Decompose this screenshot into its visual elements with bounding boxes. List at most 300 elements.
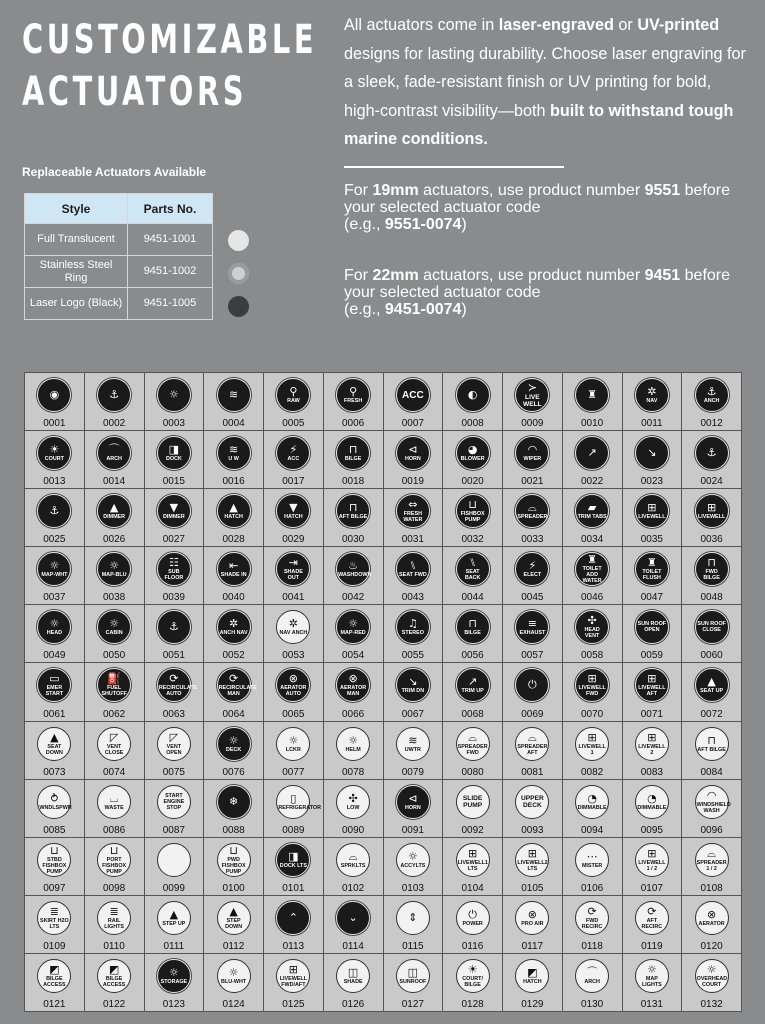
actuator-cell-0001 — [25, 373, 85, 431]
actuator-button — [97, 727, 131, 761]
actuator-label: LIVEWELL 2 — [638, 743, 666, 756]
actuator-button — [276, 668, 310, 702]
actuator-code: 0038 — [103, 592, 126, 604]
actuator-code: 0057 — [521, 650, 544, 662]
actuator-code: 0007 — [401, 418, 424, 430]
actuator-cell-0050 — [85, 605, 145, 663]
actuator-code: 0082 — [581, 766, 604, 778]
recirculate-icon: ⟳ — [587, 904, 597, 918]
actuator-label: ACC — [402, 389, 424, 401]
actuator-cell-0077 — [264, 722, 324, 780]
actuator-code: 0034 — [581, 534, 604, 546]
actuator-label: HATCH — [284, 514, 303, 521]
actuator-button — [515, 610, 549, 644]
actuator-cell-0040 — [204, 547, 264, 605]
actuator-button — [396, 959, 430, 993]
actuator-cell-0132 — [682, 954, 742, 1012]
actuator-button — [97, 901, 131, 935]
actuator-button — [456, 494, 490, 528]
actuator-cell-0026 — [85, 489, 145, 547]
actuator-button — [336, 727, 370, 761]
actuator-code: 0112 — [222, 940, 245, 952]
actuator-label: REFRIGERATOR — [278, 804, 322, 811]
actuator-button — [396, 494, 430, 528]
table-row — [25, 224, 213, 256]
actuator-label: SLIDE PUMP — [462, 794, 483, 809]
actuator-button — [157, 727, 191, 761]
actuator-label: FRESH — [343, 398, 363, 404]
actuator-button — [635, 552, 669, 586]
row-part: 9451-1005 — [128, 288, 213, 320]
title-line-2: ACTUATORS — [22, 69, 248, 115]
actuator-button — [515, 494, 549, 528]
windlass-icon: ⥁ — [50, 791, 59, 805]
actuator-cell-0129 — [503, 954, 563, 1012]
actuator-code: 0105 — [521, 882, 544, 894]
actuator-button — [635, 668, 669, 702]
actuator-code: 0099 — [162, 882, 185, 894]
actuator-button — [515, 668, 549, 702]
trim-down-icon: ↘ — [408, 675, 418, 689]
actuator-label: FISHBOX PUMP — [460, 511, 485, 524]
actuator-cell-0036 — [682, 489, 742, 547]
chevron-up-down-icon: ⇕ — [408, 910, 418, 924]
actuator-button — [97, 610, 131, 644]
actuator-cell-0003 — [145, 373, 205, 431]
actuator-code: 0040 — [222, 592, 245, 604]
swatch-stainless-ring — [228, 263, 249, 284]
actuator-cell-0020 — [443, 431, 503, 489]
actuator-cell-0108 — [682, 838, 742, 896]
actuator-button — [37, 552, 71, 586]
actuator-code: 0085 — [43, 824, 66, 836]
actuator-code: 0044 — [461, 592, 484, 604]
faucet-icon: ⚲ — [349, 385, 358, 398]
seat-icon: ⑊ — [409, 559, 417, 573]
actuator-cell-0044 — [443, 547, 503, 605]
actuator-code: 0047 — [640, 592, 663, 604]
actuator-cell-0096 — [682, 780, 742, 838]
actuator-code: 0091 — [401, 824, 424, 836]
actuator-code: 0028 — [222, 534, 245, 546]
actuator-code: 0072 — [700, 708, 723, 720]
actuator-label: EXHAUST — [519, 630, 546, 637]
actuator-grid — [24, 372, 742, 1012]
actuator-button — [336, 959, 370, 993]
actuator-button — [456, 901, 490, 935]
note-19mm: For 19mm actuators, use product number 9551 before your selected actuator code (e.g., 9551-0074) — [344, 182, 731, 233]
wiper-icon: ◠ — [527, 443, 538, 457]
ceiling-light-icon: ☼ — [168, 388, 179, 401]
actuator-label: ARCH — [106, 456, 122, 463]
actuator-cell-0104 — [443, 838, 503, 896]
actuator-button — [695, 668, 729, 702]
actuator-label: DOCK — [165, 456, 182, 463]
actuator-code: 0030 — [342, 534, 365, 546]
actuator-cell-0063 — [145, 663, 205, 721]
actuator-label: VENT CLOSE — [104, 743, 124, 756]
actuator-cell-0124 — [204, 954, 264, 1012]
actuator-cell-0111 — [145, 896, 205, 954]
actuator-code: 0084 — [700, 766, 723, 778]
actuator-code: 0103 — [401, 882, 424, 894]
actuator-cell-0022 — [563, 431, 623, 489]
header-style: Style — [25, 194, 128, 224]
actuator-code: 0049 — [43, 650, 66, 662]
table-header-row — [25, 194, 213, 224]
skirt-light-icon: ≣ — [49, 904, 59, 918]
actuator-cell-0072 — [682, 663, 742, 721]
actuator-code: 0074 — [103, 766, 126, 778]
refrigerator-icon: ▯ — [290, 791, 297, 805]
actuator-button — [396, 901, 430, 935]
actuator-label: WASTE — [104, 804, 124, 811]
actuator-code: 0048 — [700, 592, 723, 604]
actuator-button — [515, 785, 549, 819]
actuator-cell-0075 — [145, 722, 205, 780]
hatch-icon: ◩ — [49, 962, 60, 976]
actuator-button — [695, 610, 729, 644]
actuator-code: 0014 — [103, 476, 126, 488]
faucet-icon: ⚲ — [289, 385, 298, 398]
note-22mm: For 22mm actuators, use product number 9451 before your selected actuator code (e.g., 9451-0074) — [344, 267, 731, 318]
actuator-code: 0013 — [43, 476, 66, 488]
actuator-button — [97, 436, 131, 470]
aerator-icon: ⊗ — [348, 672, 358, 686]
actuator-button — [456, 552, 490, 586]
actuator-cell-0033 — [503, 489, 563, 547]
actuator-cell-0099 — [145, 838, 205, 896]
actuator-button — [97, 552, 131, 586]
actuator-code: 0023 — [640, 476, 663, 488]
actuator-code: 0094 — [581, 824, 604, 836]
actuator-code: 0036 — [700, 534, 723, 546]
actuator-code: 0008 — [461, 418, 484, 430]
actuator-label: HORN — [404, 804, 421, 811]
actuator-cell-0092 — [443, 780, 503, 838]
actuator-button — [157, 959, 191, 993]
actuator-cell-0091 — [384, 780, 444, 838]
actuator-button — [336, 785, 370, 819]
actuator-cell-0031 — [384, 489, 444, 547]
trim-up-icon: ↗ — [587, 446, 597, 460]
actuator-code: 0002 — [103, 418, 126, 430]
actuator-label: HELM — [345, 746, 361, 753]
floor-light-icon: ☷ — [168, 556, 179, 570]
fan-icon: ✣ — [348, 791, 358, 805]
actuator-code: 0083 — [640, 766, 663, 778]
actuator-label: BILGE — [344, 456, 362, 463]
actuator-code: 0005 — [282, 418, 305, 430]
actuator-code: 0126 — [342, 998, 365, 1010]
actuator-code: 0115 — [402, 940, 424, 952]
actuator-cell-0062 — [85, 663, 145, 721]
hatch-icon: ◩ — [108, 962, 120, 976]
fan-icon: ✣ — [587, 614, 597, 628]
actuator-cell-0011 — [623, 373, 683, 431]
actuator-cell-0041 — [264, 547, 324, 605]
actuator-cell-0103 — [384, 838, 444, 896]
actuator-button — [635, 843, 669, 877]
actuator-label: LIVEWELL FWD — [578, 685, 606, 698]
actuator-label: AFT BILGE — [338, 514, 368, 521]
actuator-button — [37, 785, 71, 819]
actuator-code: 0063 — [162, 708, 185, 720]
actuator-button — [217, 959, 251, 993]
arrow-down-icon: ▼ — [289, 501, 298, 515]
bilge-pump-icon: ⊓ — [348, 501, 358, 515]
actuator-label: STORAGE — [160, 978, 188, 985]
actuator-code: 0032 — [461, 534, 484, 546]
actuator-label: DIMMER — [162, 514, 185, 521]
actuator-button — [97, 668, 131, 702]
actuator-button — [396, 785, 430, 819]
actuator-button — [37, 727, 71, 761]
actuator-button — [695, 843, 729, 877]
actuator-button — [276, 785, 322, 819]
actuator-cell-0019 — [384, 431, 444, 489]
actuator-code: 0065 — [282, 708, 305, 720]
actuator-cell-0081 — [503, 722, 563, 780]
actuator-button — [635, 436, 669, 470]
actuator-cell-0034 — [563, 489, 623, 547]
actuator-code: 0107 — [640, 882, 663, 894]
anchor-light-icon: ⚓ — [706, 385, 717, 398]
actuator-cell-0073 — [25, 722, 85, 780]
actuator-label: BLU-WHT — [221, 978, 247, 985]
actuator-cell-0114 — [324, 896, 384, 954]
actuator-cell-0028 — [204, 489, 264, 547]
actuator-code: 0110 — [103, 940, 125, 952]
rail-light-icon: ≣ — [109, 904, 119, 918]
actuator-cell-0098 — [85, 838, 145, 896]
actuator-code: 0129 — [521, 998, 544, 1010]
actuator-code: 0120 — [700, 940, 723, 952]
actuator-cell-0110 — [85, 896, 145, 954]
actuator-label: DIMMER — [103, 514, 126, 521]
map-light-icon: ☼ — [348, 617, 359, 631]
actuator-cell-0021 — [503, 431, 563, 489]
actuator-button — [276, 552, 310, 586]
sunroof-icon: ◫ — [407, 965, 419, 979]
actuator-label: LIVEWELL AFT — [638, 685, 666, 698]
actuator-button — [695, 378, 729, 412]
actuator-cell-0066 — [324, 663, 384, 721]
actuator-label: STEP UP — [162, 920, 186, 927]
actuator-code: 0114 — [342, 940, 364, 952]
actuator-code: 0101 — [282, 882, 305, 894]
actuator-button — [217, 436, 251, 470]
actuator-label: LIVEWELL — [697, 514, 726, 521]
actuator-cell-0061 — [25, 663, 85, 721]
actuator-cell-0118 — [563, 896, 623, 954]
bilge-pump-icon: ⊓ — [707, 733, 716, 747]
actuator-code: 0059 — [640, 650, 663, 662]
actuator-button — [515, 378, 549, 412]
actuator-cell-0037 — [25, 547, 85, 605]
actuator-button — [635, 610, 669, 644]
actuator-cell-0024 — [682, 431, 742, 489]
nav-light-icon: ✲ — [229, 617, 239, 631]
actuator-label: HATCH — [523, 978, 542, 985]
shade-icon: ◫ — [347, 965, 359, 979]
actuator-button — [695, 436, 729, 470]
actuator-code: 0097 — [43, 882, 66, 894]
light-icon: ☼ — [228, 965, 239, 979]
actuator-button — [276, 901, 310, 935]
actuator-button — [575, 436, 609, 470]
actuator-cell-0097 — [25, 838, 85, 896]
actuator-code: 0096 — [700, 824, 723, 836]
actuator-button — [157, 668, 198, 702]
actuator-label: STBD FISHBOX PUMP — [42, 856, 67, 875]
actuator-cell-0056 — [443, 605, 503, 663]
livewell-icon: ⊞ — [647, 672, 657, 686]
actuator-cell-0067 — [384, 663, 444, 721]
actuator-button — [37, 610, 71, 644]
snowflake-icon: ❄ — [229, 794, 239, 808]
actuator-code: 0128 — [461, 998, 484, 1010]
exhaust-icon: ≡ — [527, 617, 537, 631]
actuator-button — [217, 552, 251, 586]
actuator-code: 0027 — [162, 534, 185, 546]
actuator-code: 0010 — [581, 418, 604, 430]
livewell-icon: ⊞ — [468, 846, 478, 860]
actuator-label: SPRKLTS — [340, 862, 366, 869]
actuator-cell-0112 — [204, 896, 264, 954]
actuator-label: TOILET FLUSH — [642, 569, 662, 582]
actuator-cell-0017 — [264, 431, 324, 489]
actuator-button — [336, 552, 370, 586]
actuator-cell-0101 — [264, 838, 324, 896]
actuator-code: 0113 — [282, 940, 305, 952]
actuator-button — [276, 959, 310, 993]
actuator-cell-0006 — [324, 373, 384, 431]
arrow-up-icon: ▲ — [707, 675, 716, 689]
actuator-button — [695, 785, 729, 819]
actuator-label: RAW — [287, 398, 300, 404]
actuator-code: 0009 — [521, 418, 544, 430]
actuator-button — [276, 494, 310, 528]
actuator-button — [217, 727, 251, 761]
actuator-cell-0065 — [264, 663, 324, 721]
livewell-icon: ⊞ — [647, 501, 657, 515]
actuator-code: 0035 — [640, 534, 663, 546]
locker-light-icon: ☼ — [288, 733, 299, 747]
actuator-button — [276, 436, 310, 470]
actuator-cell-0106 — [563, 838, 623, 896]
actuator-label: UPPER DECK — [521, 794, 544, 809]
actuator-button — [456, 610, 490, 644]
actuator-cell-0008 — [443, 373, 503, 431]
actuator-button — [396, 727, 430, 761]
courtesy-light-icon: ☀ — [467, 962, 478, 976]
actuator-button — [575, 552, 609, 586]
actuator-cell-0042 — [324, 547, 384, 605]
actuator-code: 0077 — [282, 766, 305, 778]
actuator-cell-0125 — [264, 954, 324, 1012]
row-style: Stainless Steel Ring — [25, 256, 128, 288]
dimmer-dial-icon: ◔ — [647, 791, 657, 805]
actuator-code: 0086 — [103, 824, 126, 836]
spreader-light-icon: ⌓ — [528, 730, 537, 744]
toilet-icon: ♜ — [646, 556, 657, 570]
actuator-code: 0001 — [43, 418, 66, 430]
spreader-light-icon: ⌓ — [468, 730, 477, 744]
actuator-label: SHADE — [343, 978, 363, 985]
actuator-code: 0093 — [521, 824, 544, 836]
music-icon: ♫ — [407, 617, 418, 631]
actuator-label: ANCH NAV — [219, 630, 248, 637]
actuator-cell-0115 — [384, 896, 444, 954]
actuator-cell-0070 — [563, 663, 623, 721]
actuator-cell-0035 — [623, 489, 683, 547]
fuel-icon: ⛽ — [107, 672, 121, 686]
actuator-code: 0130 — [581, 998, 604, 1010]
actuator-cell-0055 — [384, 605, 444, 663]
actuator-button — [635, 785, 669, 819]
actuator-button — [157, 378, 191, 412]
actuator-button — [276, 843, 310, 877]
actuator-code: 0118 — [581, 940, 603, 952]
actuator-code: 0132 — [700, 998, 723, 1010]
actuator-label: SPREADER AFT — [517, 743, 548, 756]
actuator-label: ELECT — [523, 572, 542, 579]
actuator-button — [336, 610, 370, 644]
row-style: Laser Logo (Black) — [25, 288, 128, 320]
actuator-button — [157, 610, 191, 644]
actuator-label: PRO AIR — [521, 920, 544, 927]
actuator-button — [456, 785, 490, 819]
actuator-cell-0126 — [324, 954, 384, 1012]
actuator-label: HATCH — [224, 514, 243, 521]
map-light-icon: ☼ — [109, 559, 120, 573]
actuator-label: MAP-RED — [340, 630, 366, 637]
bilge-pump-icon: ⊓ — [348, 443, 358, 457]
actuator-code: 0089 — [282, 824, 305, 836]
actuator-code: 0078 — [342, 766, 365, 778]
actuator-label: WINDSHIELD WASH — [696, 801, 731, 814]
actuator-button — [635, 378, 669, 412]
actuator-code: 0119 — [641, 940, 663, 952]
actuator-label: AERATOR AUTO — [280, 685, 307, 698]
recirculate-icon: ⟳ — [169, 672, 179, 686]
actuator-button — [396, 610, 430, 644]
actuator-code: 0102 — [342, 882, 365, 894]
actuator-cell-0047 — [623, 547, 683, 605]
actuator-code: 0104 — [461, 882, 484, 894]
actuator-label: SPREADER 1 / 2 — [696, 859, 727, 872]
actuator-cell-0107 — [623, 838, 683, 896]
swatch-translucent — [228, 230, 249, 251]
actuator-label: PORT FISHBOX PUMP — [102, 856, 127, 875]
actuator-label: BILGE ACCESS — [43, 975, 66, 988]
actuator-button — [456, 668, 490, 702]
actuator-button — [575, 378, 609, 412]
actuator-code: 0052 — [222, 650, 245, 662]
actuator-label: LOW — [346, 804, 360, 811]
actuator-button — [456, 959, 490, 993]
seat-icon: ⑊ — [469, 556, 476, 570]
actuator-button — [217, 901, 251, 935]
actuator-cell-0128 — [443, 954, 503, 1012]
actuator-button — [515, 436, 549, 470]
actuator-cell-0012 — [682, 373, 742, 431]
table-row — [25, 288, 213, 320]
actuator-cell-0116 — [443, 896, 503, 954]
actuator-code: 0131 — [640, 998, 663, 1010]
actuator-cell-0059 — [623, 605, 683, 663]
